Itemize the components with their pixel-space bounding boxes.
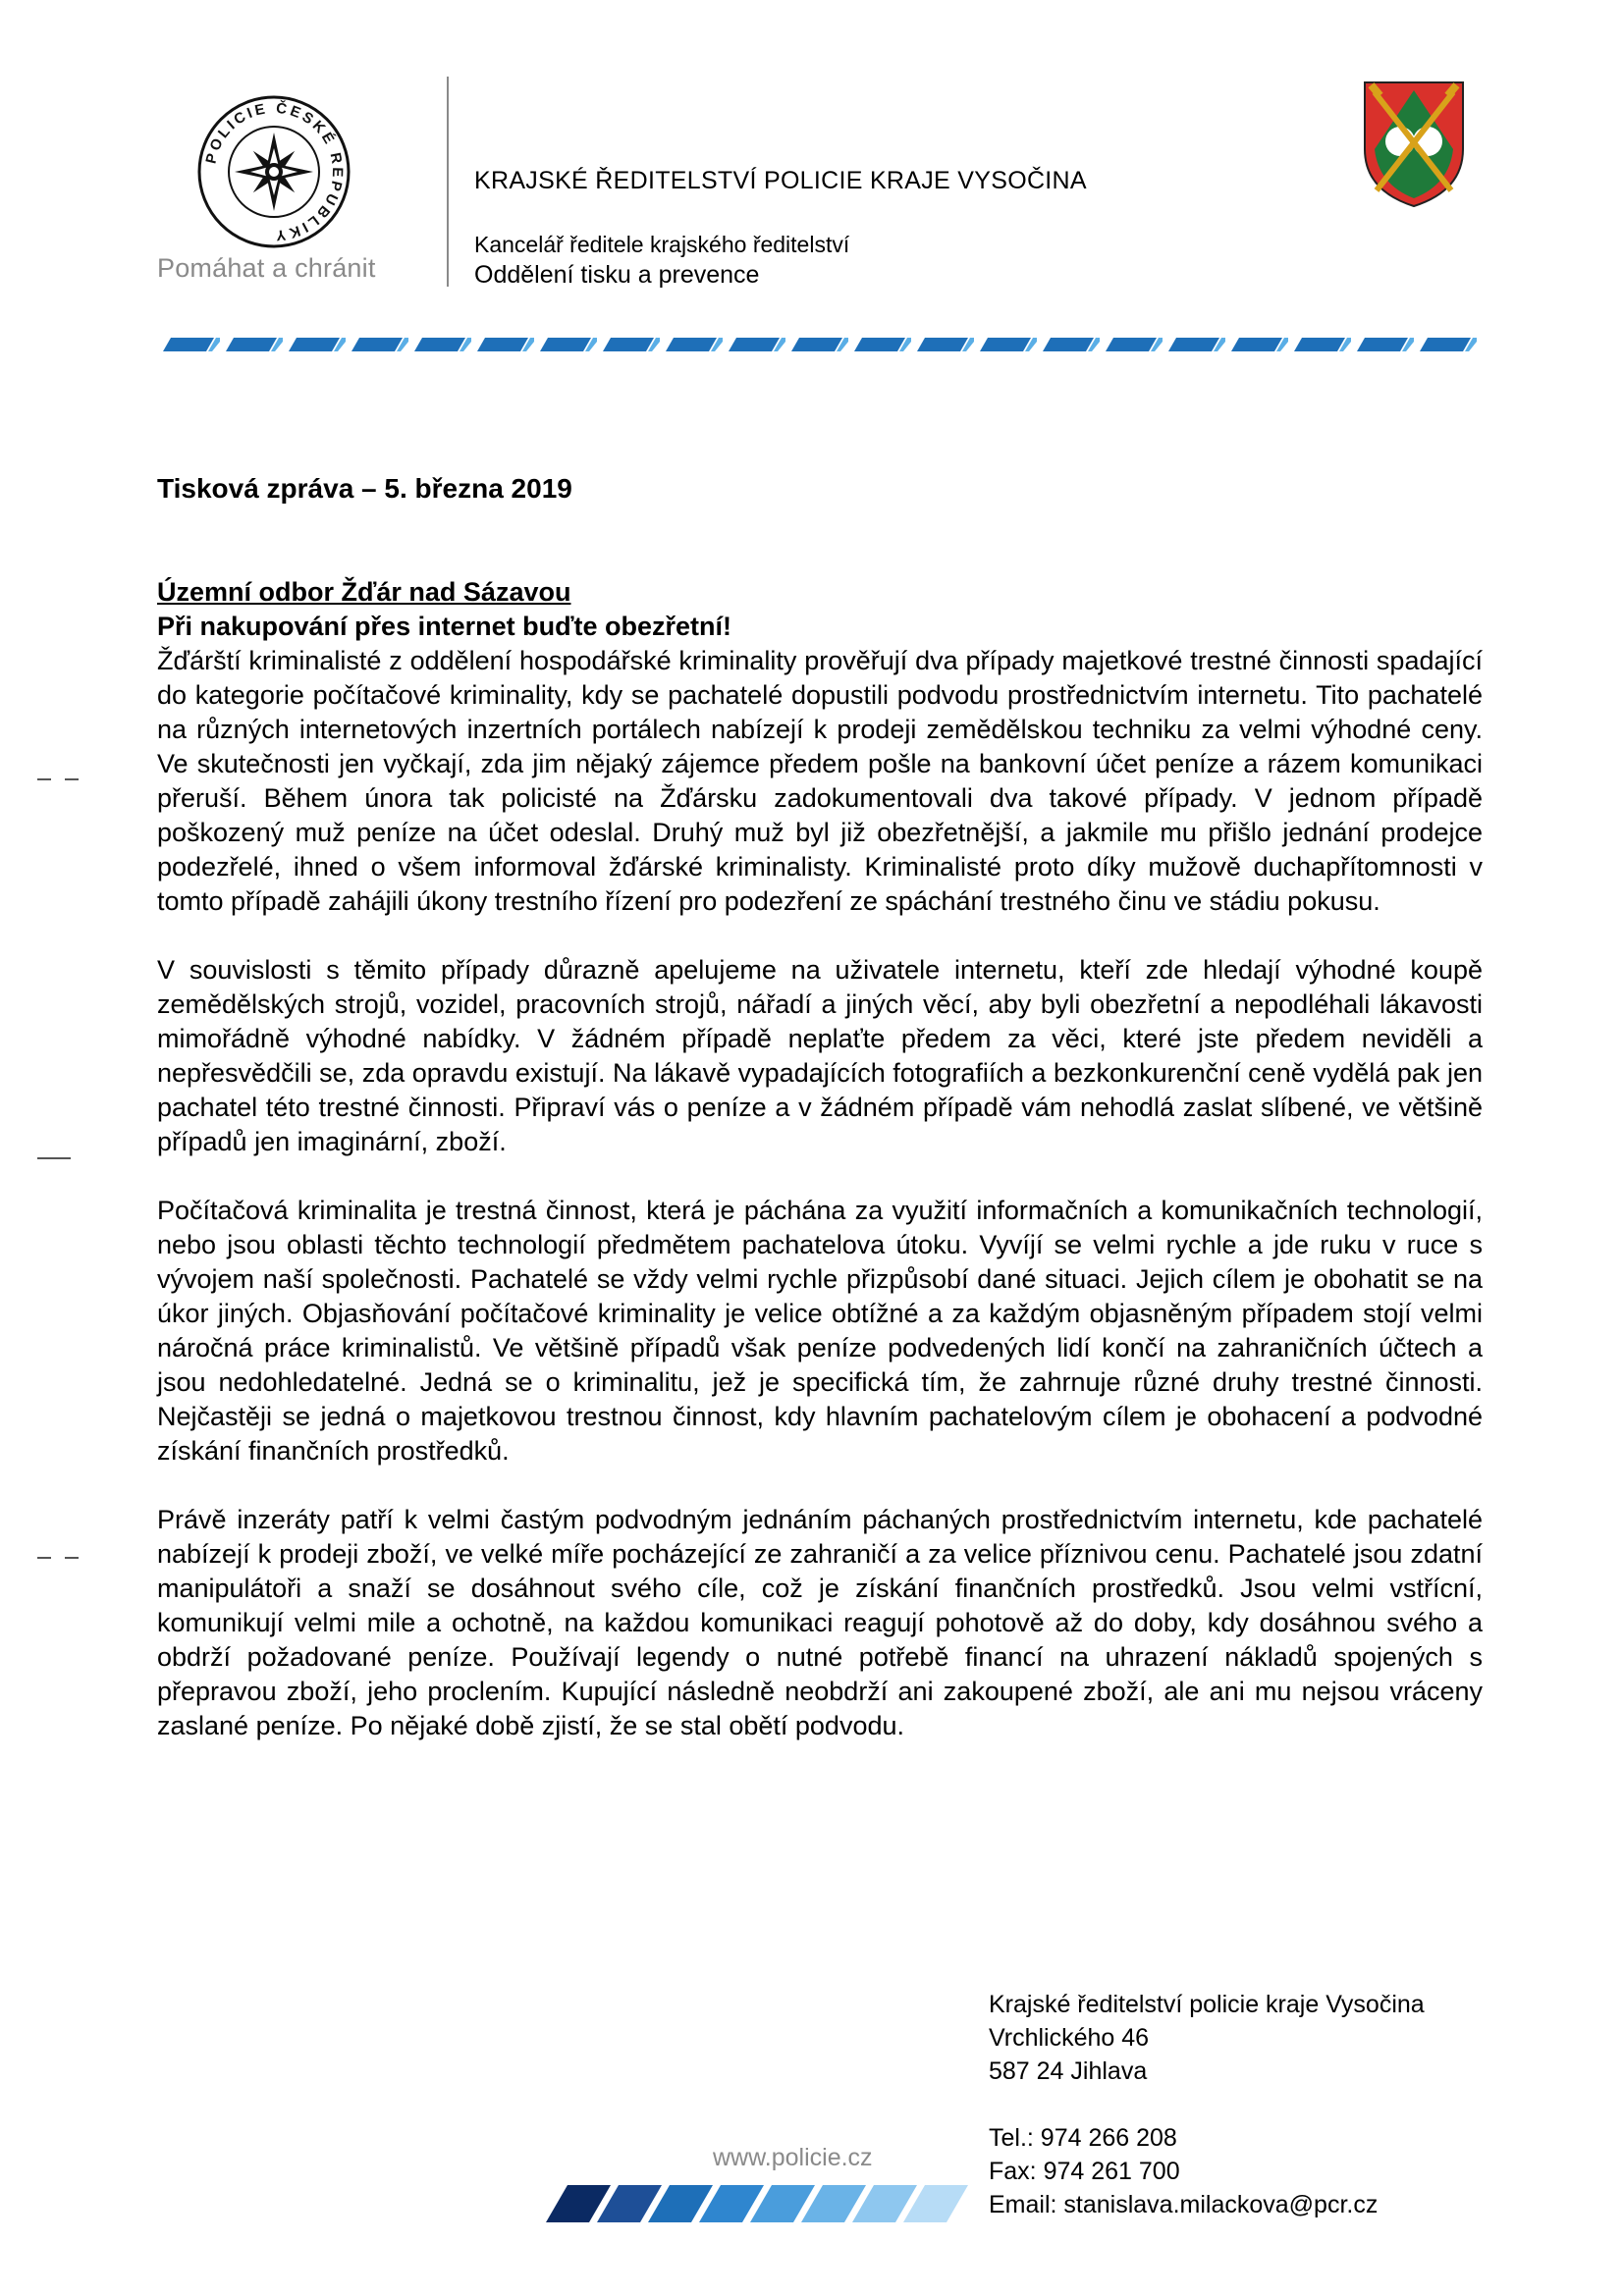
paragraph: Počítačová kriminalita je trestná činnost, která je páchána za využití informačních a komunikačních technologií, nebo jsou oblasti těchto technologií předmětem pachatelova útoku. Vyvíjí se velmi rychle a jde ruku v ruce s vývojem naší společnosti. Pachatelé se vždy velmi rychle přizpůsobí dané situaci. Jejich cílem je obohatit se na úkor jiných. Objasňování počítačové kriminality je velice obtížné a za každým objasněným případem stojí velmi náročná práce kriminalistů. Ve většině případů však peníze podvedených lidí končí na zahraničních účtech a jsou nedohledatelné. Jedná se o kriminalitu, jež je specifická tím, že zahrnuje různé druhy trestné činnosti. Nejčastěji se jedná o majetkovou trestnou činnost, kdy hlavním pachatelovým cílem je obohacení a podvodné získání finančních prostředků.	[157, 1196, 1483, 1466]
paragraph: V souvislosti s těmito případy důrazně apelujeme na uživatele internetu, kteří zde hledají výhodné koupě zemědělských strojů, vozidel, pracovních strojů, nářadí a jiných věcí, aby byli obezřetní a nepodléhali lákavosti mimořádně výhodné nabídky. V žádném případě neplaťte předem za věci, které jste předem neviděli a nepřesvědčili se, zda opravdu existují. Na lákavě vypadajících fotografiích a bezkonkurenční ceně vydělá pak jen pachatel této trestné činnosti. Připraví vás o peníze a v žádném případě vám nehodlá zaslat slíbené, ve většině případů jen imaginární, zboží.	[157, 955, 1483, 1156]
article-headline: Při nakupování přes internet buďte obezřetní!	[157, 612, 731, 641]
contact-email[interactable]: Email: stanislava.milackova@pcr.cz	[989, 2191, 1379, 2218]
fold-mark	[37, 1557, 51, 1559]
region-heading: Územní odbor Žďár nad Sázavou	[157, 577, 571, 607]
svg-text:POLICIE ČESKÉ REPUBLIKY: POLICIE ČESKÉ REPUBLIKY	[202, 99, 347, 244]
dept-line-1: Kancelář ředitele krajského ředitelství	[474, 232, 850, 257]
release-title: Tisková zpráva – 5. března 2019	[157, 473, 572, 504]
address-street: Vrchlického 46	[989, 2024, 1150, 2052]
header-divider	[447, 77, 449, 287]
fold-mark	[37, 778, 51, 780]
website-link[interactable]: www.policie.cz	[713, 2144, 873, 2171]
address-org: Krajské ředitelství policie kraje Vysočina	[989, 1991, 1425, 2018]
vysocina-coat-of-arms-icon	[1363, 80, 1465, 208]
header-stripe	[157, 338, 1483, 351]
contact-phone: Tel.: 974 266 208	[989, 2124, 1177, 2152]
footer-stripe	[546, 2185, 978, 2222]
police-logo-icon	[196, 94, 352, 249]
fold-mark	[65, 778, 79, 780]
dept-line-2: Oddělení tisku a prevence	[474, 261, 760, 289]
contact-address	[989, 1988, 1425, 2221]
paragraph: Právě inzeráty patří k velmi častým podvodným jednáním páchaných prostřednictvím internetu, kde pachatelé nabízejí k prodeji zboží, ve velké míře pocházející ze zahraničí a za velice příznivou cenu. Pachatelé jsou zdatní manipulátoři a snaží se dosáhnout svého cíle, což je získání finančních prostředků. Jsou velmi vstřícní, komunikují velmi mile a ochotně, na každou komunikaci reagují pohotově až do doby, kdy dosáhnou svého a obdrží požadované peníze. Používají legendy o nutné potřebě financí na uhrazení nákladů spojených s přepravou zboží, jeho proclením. Kupující následně neobdrží ani zakoupené zboží, ale ani mu nejsou vráceny zaslané peníze. Po nějaké době zjistí, že se stal obětí podvodu.	[157, 1505, 1483, 1740]
org-title: KRAJSKÉ ŘEDITELSTVÍ POLICIE KRAJE VYSOČINA	[474, 167, 1087, 194]
paragraph: Žďárští kriminalisté z oddělení hospodářské kriminality prověřují dva případy majetkové trestné činnosti spadající do kategorie počítačové kriminality, kdy se pachatelé dopustili podvodu prostřednictvím internetu. Tito pachatelé na různých internetových inzertních portálech nabízejí k prodeji zemědělskou techniku za velmi výhodné ceny. Ve skutečnosti jen vyčkají, zda jim nějaký zájemce předem pošle na bankovní účet peníze a rázem komunikaci přeruší. Během února tak policisté na Žďársku zadokumentovali dva takové případy. V jednom případě poškozený muž peníze na účet odeslal. Druhý muž byl již obezřetnější, a jakmile mu přišlo jednání prodejce podezřelé, ihned o všem informoval žďárské kriminalisty. Kriminalisté proto díky mužově duchapřítomnosti v tomto případě zahájili úkony trestního řízení pro podezření ze spáchání trestného činu ve stádiu pokusu.	[157, 646, 1483, 916]
fold-mark	[37, 1157, 71, 1159]
contact-fax: Fax: 974 261 700	[989, 2158, 1180, 2185]
address-city: 587 24 Jihlava	[989, 2057, 1148, 2085]
article-body	[157, 575, 1483, 1743]
address-spacer	[989, 2088, 1425, 2121]
motto-text: Pomáhat a chránit	[157, 253, 376, 283]
fold-mark	[65, 1557, 79, 1559]
